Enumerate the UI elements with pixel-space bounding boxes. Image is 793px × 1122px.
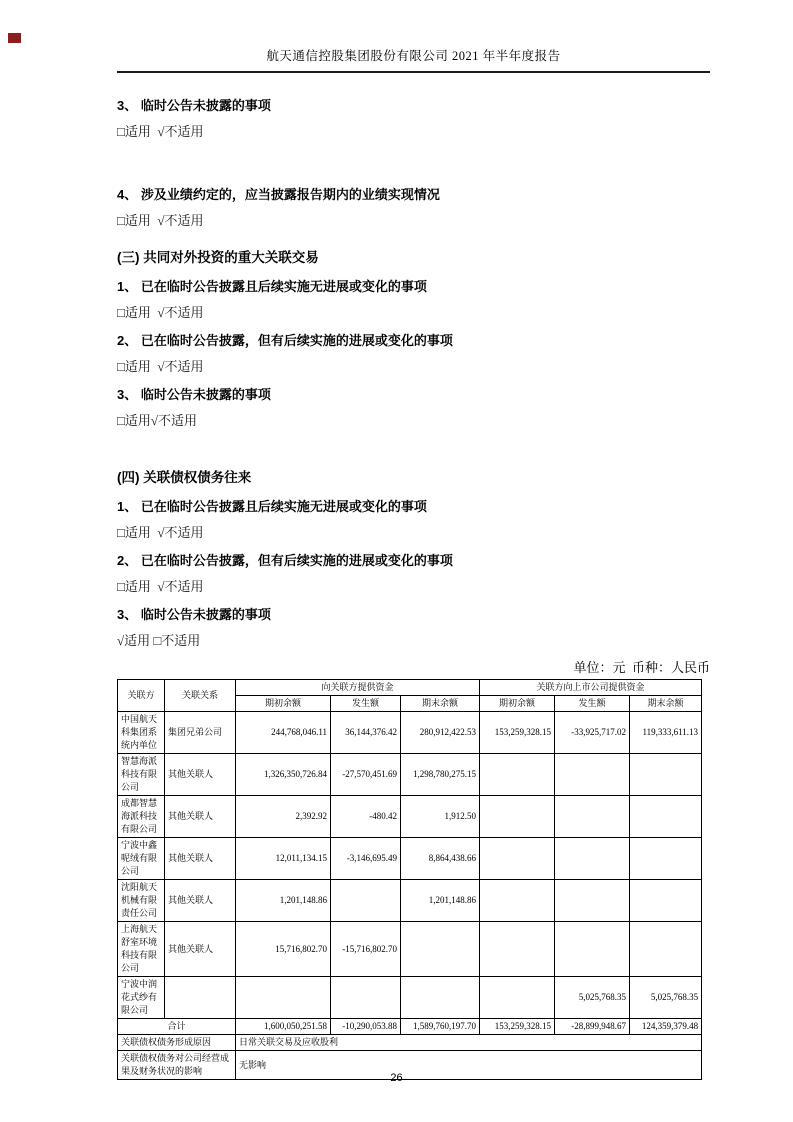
- amount-cell: [480, 838, 555, 880]
- subheader-amount-incurred: 发生额: [555, 696, 630, 712]
- section-heading: 1、 已在临时公告披露且后续实施无进展或变化的事项: [117, 499, 427, 514]
- currency-unit-note: 单位：元 币种：人民币: [573, 660, 710, 675]
- section-heading: 4、 涉及业绩约定的，应当披露报告期内的业绩实现情况: [117, 187, 440, 202]
- relationship-cell: 其他关联人: [165, 922, 236, 977]
- total-amount-cell: -28,899,948.67: [555, 1019, 630, 1035]
- impact-value-cell: 无影响: [236, 1051, 702, 1080]
- related-party-name-cell: 成都智慧海派科技有限公司: [118, 796, 165, 838]
- table-row: [118, 977, 702, 1019]
- related-party-name-cell: 宁波中鑫呢绒有限公司: [118, 838, 165, 880]
- section-heading: 2、 已在临时公告披露，但有后续实施的进展或变化的事项: [117, 553, 453, 568]
- relationship-cell: 其他关联人: [165, 754, 236, 796]
- subsection-heading: (三) 共同对外投资的重大关联交易: [117, 250, 319, 265]
- total-row: [118, 1019, 702, 1035]
- report-header-title: 航天通信控股集团股份有限公司 2021 年半年度报告: [117, 46, 710, 73]
- amount-cell: 1,912.50: [401, 796, 480, 838]
- amount-cell: -27,570,451.69: [331, 754, 401, 796]
- amount-cell: 1,298,780,275.15: [401, 754, 480, 796]
- related-party-name-cell: 智慧海派科技有限公司: [118, 754, 165, 796]
- applicability-check: √适用 □不适用: [117, 633, 201, 648]
- related-party-name-cell: 沈阳航天机械有限责任公司: [118, 880, 165, 922]
- section-heading: 3、 临时公告未披露的事项: [117, 387, 271, 402]
- amount-cell: -480.42: [331, 796, 401, 838]
- applicability-check: □适用√不适用: [117, 413, 197, 428]
- amount-cell: 280,912,422.53: [401, 712, 480, 754]
- table-row: [118, 796, 702, 838]
- relationship-cell: 集团兄弟公司: [165, 712, 236, 754]
- table-group-header-row: [118, 680, 702, 696]
- amount-cell: 12,011,134.15: [236, 838, 331, 880]
- amount-cell: 8,864,438.66: [401, 838, 480, 880]
- section-heading: 1、 已在临时公告披露且后续实施无进展或变化的事项: [117, 279, 427, 294]
- amount-cell: 2,392.92: [236, 796, 331, 838]
- related-party-name-cell: 中国航天科集团系统内单位: [118, 712, 165, 754]
- applicability-check: □适用 √不适用: [117, 579, 204, 594]
- page-number: 26: [390, 1072, 403, 1084]
- subheader-opening-balance: 期初余额: [480, 696, 555, 712]
- amount-cell: -15,716,802.70: [331, 922, 401, 977]
- amount-cell: [630, 880, 702, 922]
- impact-label-cell: 关联债权债务对公司经营成果及财务状况的影响: [118, 1051, 236, 1080]
- amount-cell: 15,716,802.70: [236, 922, 331, 977]
- amount-cell: 1,326,350,726.84: [236, 754, 331, 796]
- amount-cell: [480, 796, 555, 838]
- amount-cell: 36,144,376.42: [331, 712, 401, 754]
- amount-cell: [555, 880, 630, 922]
- relationship-cell: 其他关联人: [165, 880, 236, 922]
- related-party-name-cell: 宁波中润花式纱有限公司: [118, 977, 165, 1019]
- total-label-cell: 合计: [118, 1019, 236, 1035]
- amount-cell: 119,333,611.13: [630, 712, 702, 754]
- applicability-check: □适用 √不适用: [117, 213, 204, 228]
- table-row: [118, 754, 702, 796]
- applicability-check: □适用 √不适用: [117, 525, 204, 540]
- table-row: [118, 922, 702, 977]
- page-content: [117, 75, 710, 1080]
- table-row: [118, 880, 702, 922]
- related-party-name-cell: 上海航天舒室环境科技有限公司: [118, 922, 165, 977]
- total-amount-cell: -10,290,053.88: [331, 1019, 401, 1035]
- amount-cell: 244,768,046.11: [236, 712, 331, 754]
- col-header-related-party: 关联方: [118, 680, 165, 712]
- reason-value-cell: 日常关联交易及应收股利: [236, 1035, 702, 1051]
- subheader-closing-balance: 期末余额: [401, 696, 480, 712]
- amount-cell: 5,025,768.35: [555, 977, 630, 1019]
- amount-cell: [480, 880, 555, 922]
- amount-cell: -3,146,695.49: [331, 838, 401, 880]
- amount-cell: 1,201,148.86: [401, 880, 480, 922]
- table-row: [118, 712, 702, 754]
- amount-cell: [555, 838, 630, 880]
- amount-cell: -33,925,717.02: [555, 712, 630, 754]
- amount-cell: [555, 796, 630, 838]
- amount-cell: [630, 922, 702, 977]
- applicability-check: □适用 √不适用: [117, 359, 204, 374]
- total-amount-cell: 1,589,760,197.70: [401, 1019, 480, 1035]
- total-amount-cell: 124,359,379.48: [630, 1019, 702, 1035]
- amount-cell: 153,259,328.15: [480, 712, 555, 754]
- section-heading: 3、 临时公告未披露的事项: [117, 98, 271, 113]
- group-header-funds-from-related: 关联方向上市公司提供资金: [480, 680, 702, 696]
- subsection-heading: (四) 关联债权债务往来: [117, 470, 252, 485]
- corner-marker: [8, 33, 21, 43]
- applicability-check: □适用 √不适用: [117, 124, 204, 139]
- total-amount-cell: 1,600,050,251.58: [236, 1019, 331, 1035]
- subheader-opening-balance: 期初余额: [236, 696, 331, 712]
- amount-cell: [480, 977, 555, 1019]
- total-amount-cell: 153,259,328.15: [480, 1019, 555, 1035]
- section-heading: 2、 已在临时公告披露，但有后续实施的进展或变化的事项: [117, 333, 453, 348]
- related-debt-table: [117, 679, 702, 1080]
- amount-cell: [331, 977, 401, 1019]
- relationship-cell: 其他关联人: [165, 838, 236, 880]
- amount-cell: [630, 754, 702, 796]
- amount-cell: [555, 754, 630, 796]
- subheader-amount-incurred: 发生额: [331, 696, 401, 712]
- subheader-closing-balance: 期末余额: [630, 696, 702, 712]
- amount-cell: [401, 922, 480, 977]
- amount-cell: [630, 838, 702, 880]
- amount-cell: 1,201,148.86: [236, 880, 331, 922]
- amount-cell: [331, 880, 401, 922]
- section-heading: 3、 临时公告未披露的事项: [117, 607, 271, 622]
- amount-cell: [480, 922, 555, 977]
- amount-cell: [401, 977, 480, 1019]
- amount-cell: [236, 977, 331, 1019]
- relationship-cell: 其他关联人: [165, 796, 236, 838]
- reason-row: [118, 1035, 702, 1051]
- reason-label-cell: 关联债权债务形成原因: [118, 1035, 236, 1051]
- relationship-cell: [165, 977, 236, 1019]
- col-header-relationship: 关联关系: [165, 680, 236, 712]
- group-header-funds-to-related: 向关联方提供资金: [236, 680, 480, 696]
- amount-cell: [480, 754, 555, 796]
- table-row: [118, 838, 702, 880]
- amount-cell: [630, 796, 702, 838]
- amount-cell: 5,025,768.35: [630, 977, 702, 1019]
- amount-cell: [555, 922, 630, 977]
- applicability-check: □适用 √不适用: [117, 305, 204, 320]
